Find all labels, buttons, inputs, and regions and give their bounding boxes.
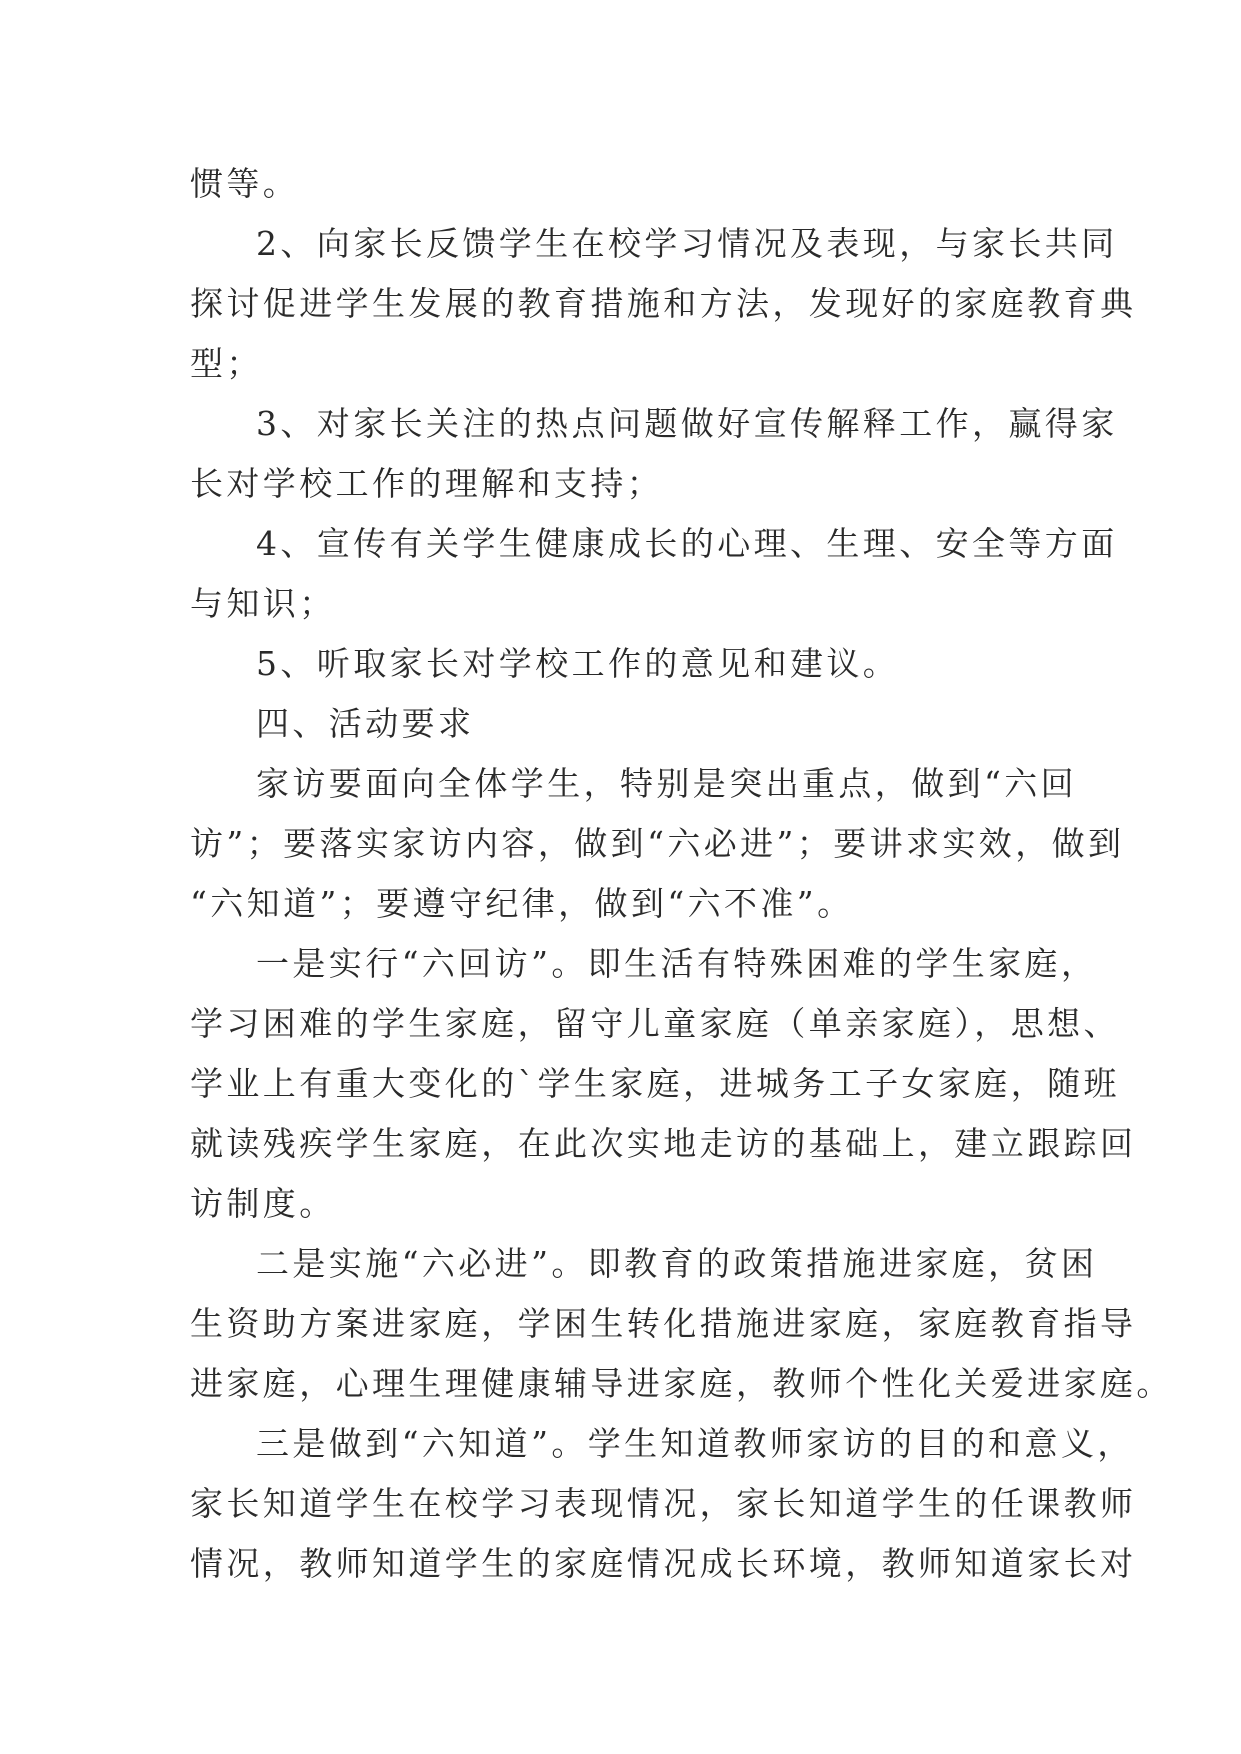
- text-line: “六知道”；要遵守纪律，做到“六不准”。: [190, 884, 854, 923]
- section-heading: 四、活动要求: [256, 704, 475, 743]
- text-line: 与知识；: [190, 584, 336, 623]
- document-body: [190, 154, 1173, 1594]
- text-line: 4、宣传有关学生健康成长的心理、生理、安全等方面: [256, 524, 1118, 563]
- text-line: 访”；要落实家访内容，做到“六必进”；要讲求实效，做到: [190, 824, 1125, 863]
- text-line: 学业上有重大变化的`学生家庭，进城务工子女家庭，随班: [190, 1064, 1120, 1103]
- text-line: 进家庭，心理生理健康辅导进家庭，教师个性化关爱进家庭。: [190, 1364, 1173, 1403]
- text-line: 家访要面向全体学生，特别是突出重点，做到“六回: [256, 764, 1078, 803]
- text-line: 二是实施“六必进”。即教育的政策措施进家庭，贫困: [256, 1244, 1098, 1283]
- text-line: 三是做到“六知道”。学生知道教师家访的目的和意义，: [256, 1424, 1134, 1463]
- text-line: 5、听取家长对学校工作的意见和建议。: [256, 644, 900, 683]
- text-line: 长对学校工作的理解和支持；: [190, 464, 664, 503]
- text-line: 3、对家长关注的热点问题做好宣传解释工作，赢得家: [256, 404, 1118, 443]
- text-line: 惯等。: [190, 164, 300, 203]
- text-line: 探讨促进学生发展的教育措施和方法，发现好的家庭教育典: [190, 284, 1137, 323]
- text-line: 访制度。: [190, 1184, 336, 1223]
- text-line: 就读残疾学生家庭，在此次实地走访的基础上，建立跟踪回: [190, 1124, 1137, 1163]
- text-line: 情况，教师知道学生的家庭情况成长环境，教师知道家长对: [190, 1544, 1137, 1583]
- text-line: 2、向家长反馈学生在校学习情况及表现，与家长共同: [256, 224, 1118, 263]
- text-line: 家长知道学生在校学习表现情况，家长知道学生的任课教师: [190, 1484, 1137, 1523]
- text-line: 一是实行“六回访”。即生活有特殊困难的学生家庭，: [256, 944, 1098, 983]
- text-line: 生资助方案进家庭，学困生转化措施进家庭，家庭教育指导: [190, 1304, 1137, 1343]
- text-line: 型；: [190, 344, 263, 383]
- text-line: 学习困难的学生家庭，留守儿童家庭（单亲家庭），思想、: [190, 1004, 1120, 1043]
